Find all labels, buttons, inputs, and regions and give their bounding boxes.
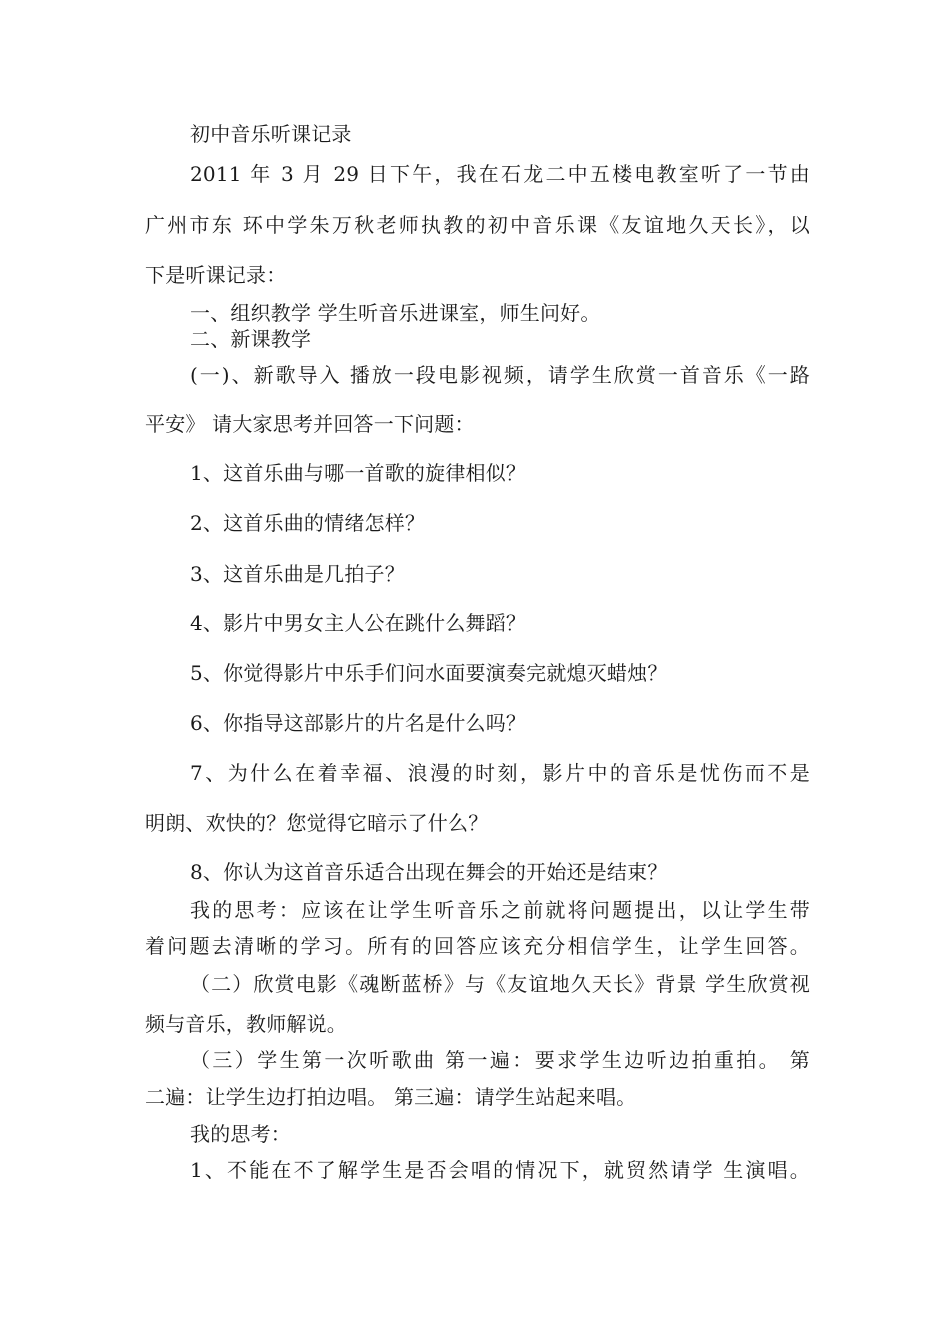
- question-item: 2、这首乐曲的情绪怎样？: [190, 511, 426, 535]
- question-item: 6、你指导这部影片的片名是什么吗？: [190, 711, 527, 735]
- section-heading: 二、新课教学: [190, 327, 312, 351]
- reflection-line: 着问题去清晰的学习。所有的回答应该充分相信学生，让学生回答。: [145, 934, 810, 958]
- document-title: 初中音乐听课记录: [190, 122, 352, 146]
- paragraph-line: (一)、新歌导入 播放一段电影视频，请学生欣赏一首音乐《一路: [190, 363, 810, 387]
- question-item: 8、你认为这首音乐适合出现在舞会的开始还是结束？: [190, 860, 668, 884]
- question-item: 4、影片中男女主人公在跳什么舞蹈？: [190, 611, 527, 635]
- paragraph-line: 频与音乐，教师解说。: [145, 1012, 347, 1036]
- reflection-line: 我的思考：应该在让学生听音乐之前就将问题提出，以让学生带: [190, 898, 810, 922]
- paragraph-line: 平安》 请大家思考并回答一下问题：: [145, 412, 475, 436]
- question-item-continued: 明朗、欢快的？您觉得它暗示了什么？: [145, 811, 489, 835]
- paragraph-line: （三）学生第一次听歌曲 第一遍：要求学生边听边拍重拍。 第: [190, 1048, 810, 1072]
- section-heading: 一、组织教学 学生听音乐进课室，师生问好。: [190, 301, 601, 325]
- question-item: 5、你觉得影片中乐手们问水面要演奏完就熄灭蜡烛？: [190, 661, 668, 685]
- question-item: 3、这首乐曲是几拍子？: [190, 562, 405, 586]
- paragraph-line: 2011 年 3 月 29 日下午，我在石龙二中五楼电教室听了一节由: [190, 162, 810, 186]
- paragraph-line: 二遍：让学生边打拍边唱。 第三遍：请学生站起来唱。: [145, 1085, 637, 1109]
- reflection-heading: 我的思考：: [190, 1122, 291, 1146]
- paragraph-line: 广州市东 环中学朱万秋老师执教的初中音乐课《友谊地久天长》，以: [145, 213, 810, 237]
- paragraph-line: （二）欣赏电影《魂断蓝桥》与《友谊地久天长》背景 学生欣赏视: [190, 972, 810, 996]
- question-item: 1、这首乐曲与哪一首歌的旋律相似？: [190, 461, 527, 485]
- reflection-line: 1、不能在不了解学生是否会唱的情况下，就贸然请学 生演唱。: [190, 1158, 810, 1182]
- question-item: 7、为什么在着幸福、浪漫的时刻，影片中的音乐是忧伤而不是: [190, 761, 810, 785]
- paragraph-line: 下是听课记录：: [145, 263, 287, 287]
